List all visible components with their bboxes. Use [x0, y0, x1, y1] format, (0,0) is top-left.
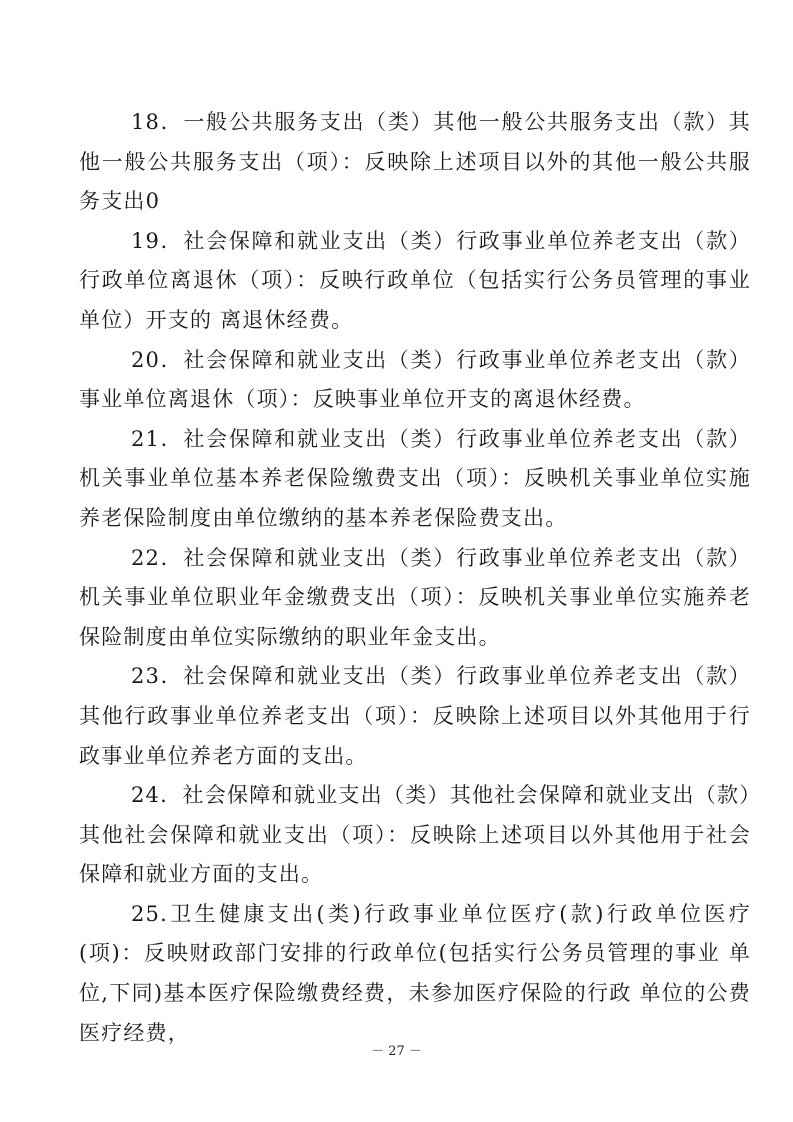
paragraph-item-19: 19．社会保障和就业支出（类）行政事业单位养老支出（款）行政单位离退休（项）：反映行政单位（包括实行公务员管理的事业单位）开支的 离退休经费。: [79, 228, 751, 332]
paragraph-item-21: 21．社会保障和就业支出（类）行政事业单位养老支出（款）机关事业单位基本养老保险缴费支出（项）：反映机关事业单位实施养老保险制度由单位缴纳的基本养老保险费支出。: [79, 426, 751, 530]
page-number: － 27 －: [371, 1044, 422, 1059]
paragraph-item-25: 25.卫生健康支出(类)行政事业单位医疗(款)行政单位医疗(项)：反映财政部门安排的行政单位(包括实行公务员管理的事业 单位,下同)基本医疗保险缴费经费，未参加医疗保险的行政 单位的公费医疗经费，: [79, 901, 751, 1045]
paragraph-item-23: 23．社会保障和就业支出（类）行政事业单位养老支出（款）其他行政事业单位养老支出（项）：反映除上述项目以外其他用于行政事业单位养老方面的支出。: [79, 664, 751, 768]
document-body: [79, 103, 751, 1053]
paragraph-item-18: 18．一般公共服务支出（类）其他一般公共服务支出（款）其他一般公共服务支出（项）：反映除上述项目以外的其他一般公共服务支出0: [79, 110, 751, 214]
paragraph-item-24: 24．社会保障和就业支出（类）其他社会保障和就业支出（款）其他社会保障和就业支出（项）：反映除上述项目以外其他用于社会保障和就业方面的支出。: [79, 783, 751, 887]
paragraph-item-20: 20．社会保障和就业支出（类）行政事业单位养老支出（款）事业单位离退休（项）：反映事业单位开支的离退休经费。: [79, 347, 751, 412]
paragraph-item-22: 22．社会保障和就业支出（类）行政事业单位养老支出（款）机关事业单位职业年金缴费支出（项）：反映机关事业单位实施养老保险制度由单位实际缴纳的职业年金支出。: [79, 545, 751, 649]
